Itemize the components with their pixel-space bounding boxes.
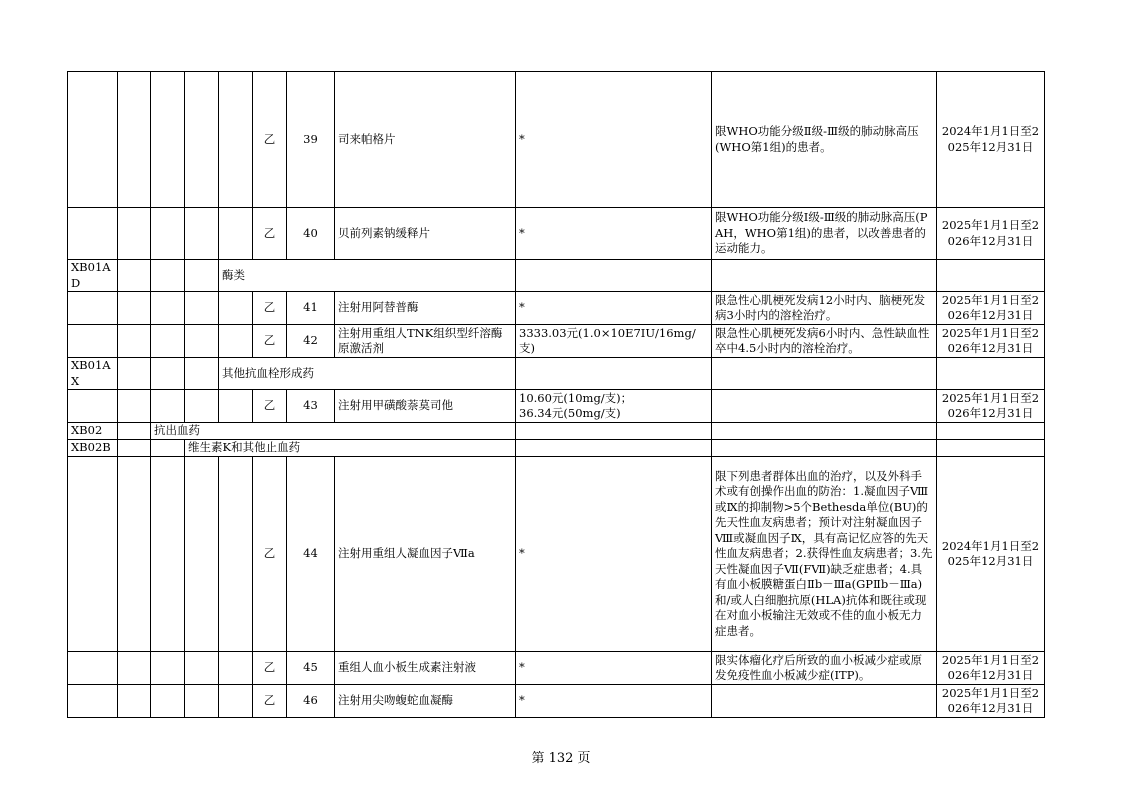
price-cell — [516, 292, 712, 325]
empty-cell — [219, 325, 253, 358]
validity-period-cell: 2024年1月1日至2025年12月31日 — [937, 72, 1045, 208]
empty-cell — [118, 325, 151, 358]
price-cell — [516, 325, 712, 358]
empty-cell — [118, 260, 151, 292]
page-number: 第 132 页 — [531, 751, 591, 766]
category-row — [68, 358, 1045, 390]
empty-cell — [712, 358, 937, 390]
empty-cell — [185, 390, 219, 423]
empty-cell — [151, 652, 185, 685]
limitation-cell — [712, 390, 937, 423]
validity-period-cell: 2025年1月1日至2026年12月31日 — [937, 685, 1045, 718]
validity-period-cell: 2025年1月1日至2026年12月31日 — [937, 325, 1045, 358]
empty-cell — [185, 457, 219, 652]
price-line: * — [519, 546, 525, 561]
empty-cell — [118, 390, 151, 423]
empty-cell — [185, 292, 219, 325]
table-row — [68, 457, 1045, 652]
empty-cell — [712, 440, 937, 457]
price-cell — [516, 685, 712, 718]
number-cell: 43 — [287, 390, 335, 423]
empty-cell — [937, 358, 1045, 390]
category-level-cell: 乙 — [253, 325, 287, 358]
category-row — [68, 440, 1045, 457]
number-cell: 46 — [287, 685, 335, 718]
drug-name-cell: 注射用阿替普酶 — [335, 292, 516, 325]
empty-cell — [68, 325, 118, 358]
limitation-cell: 限实体瘤化疗后所致的血小板减少症或原发免疫性血小板减少症(ITP)。 — [712, 652, 937, 685]
price-cell — [516, 652, 712, 685]
price-line: * — [519, 131, 525, 146]
number-cell: 45 — [287, 652, 335, 685]
category-level-cell: 乙 — [253, 72, 287, 208]
atc-code-cell: XB01AD — [68, 260, 118, 292]
drug-list-table — [67, 71, 1045, 718]
category-level-cell: 乙 — [253, 457, 287, 652]
empty-cell — [185, 685, 219, 718]
empty-cell — [219, 390, 253, 423]
category-name-cell: 酶类 — [219, 260, 516, 292]
empty-cell — [185, 358, 219, 390]
drug-name-cell: 司来帕格片 — [335, 72, 516, 208]
drug-name-cell: 贝前列素钠缓释片 — [335, 208, 516, 260]
price-cell — [516, 208, 712, 260]
number-cell: 41 — [287, 292, 335, 325]
empty-cell — [118, 440, 151, 457]
empty-cell — [516, 260, 712, 292]
number-cell: 42 — [287, 325, 335, 358]
empty-cell — [151, 208, 185, 260]
empty-cell — [118, 423, 151, 440]
empty-cell — [937, 260, 1045, 292]
empty-cell — [118, 652, 151, 685]
category-name-cell: 抗出血药 — [151, 423, 516, 440]
number-cell: 40 — [287, 208, 335, 260]
price-line: 36.34元(50mg/支) — [519, 406, 621, 420]
limitation-cell: 限WHO功能分级Ⅰ级-Ⅲ级的肺动脉高压(PAH，WHO第1组)的患者，以改善患者的运动能力。 — [712, 208, 937, 260]
category-level-cell: 乙 — [253, 292, 287, 325]
category-level-cell: 乙 — [253, 652, 287, 685]
empty-cell — [219, 652, 253, 685]
limitation-cell — [712, 685, 937, 718]
drug-name-cell: 重组人血小板生成素注射液 — [335, 652, 516, 685]
empty-cell — [185, 260, 219, 292]
category-level-cell: 乙 — [253, 390, 287, 423]
empty-cell — [68, 390, 118, 423]
empty-cell — [712, 260, 937, 292]
limitation-cell: 限急性心肌梗死发病6小时内、急性缺血性卒中4.5小时内的溶栓治疗。 — [712, 325, 937, 358]
number-cell: 44 — [287, 457, 335, 652]
price-line: * — [519, 693, 525, 708]
empty-cell — [185, 652, 219, 685]
limitation-cell: 限急性心肌梗死发病12小时内、脑梗死发病3小时内的溶栓治疗。 — [712, 292, 937, 325]
empty-cell — [118, 72, 151, 208]
empty-cell — [516, 440, 712, 457]
price-line: * — [519, 660, 525, 675]
price-line: * — [519, 225, 525, 240]
validity-period-cell: 2025年1月1日至2026年12月31日 — [937, 652, 1045, 685]
drug-name-cell: 注射用甲磺酸萘莫司他 — [335, 390, 516, 423]
table-row — [68, 208, 1045, 260]
category-row — [68, 423, 1045, 440]
validity-period-cell: 2025年1月1日至2026年12月31日 — [937, 390, 1045, 423]
drug-name-cell: 注射用重组人TNK组织型纤溶酶原激活剂 — [335, 325, 516, 358]
empty-cell — [937, 423, 1045, 440]
table-row — [68, 652, 1045, 685]
price-line: 10.60元(10mg/支)； — [519, 390, 633, 405]
validity-period-cell: 2024年1月1日至2025年12月31日 — [937, 457, 1045, 652]
empty-cell — [68, 208, 118, 260]
table-row — [68, 292, 1045, 325]
validity-period-cell: 2025年1月1日至2026年12月31日 — [937, 292, 1045, 325]
empty-cell — [151, 685, 185, 718]
drug-name-cell: 注射用重组人凝血因子Ⅶa — [335, 457, 516, 652]
empty-cell — [219, 208, 253, 260]
empty-cell — [151, 440, 185, 457]
empty-cell — [516, 423, 712, 440]
empty-cell — [712, 423, 937, 440]
empty-cell — [219, 457, 253, 652]
empty-cell — [68, 292, 118, 325]
empty-cell — [118, 358, 151, 390]
empty-cell — [151, 260, 185, 292]
limitation-cell: 限下列患者群体出血的治疗，以及外科手术或有创操作出血的防治：1.凝血因子Ⅷ或Ⅸ的抑制物>5个Bethesda单位(BU)的先天性血友病患者；预计对注射凝血因子Ⅷ或凝血因子Ⅸ，具有高记忆应答的先天性血友病患者；2.获得性血友病患者；3.先天性凝血因子Ⅶ(FⅦ)缺乏症患者；4.具有血小板膜糖蛋白Ⅱb－Ⅲa(GPⅡb－Ⅲa)和/或人白细胞抗原(HLA)抗体和既往或现在对血小板输注无效或不佳的血小板无力症患者。 — [712, 457, 937, 652]
empty-cell — [151, 457, 185, 652]
table-row — [68, 72, 1045, 208]
atc-code-cell: XB02B — [68, 440, 118, 457]
empty-cell — [516, 358, 712, 390]
empty-cell — [937, 440, 1045, 457]
number-cell: 39 — [287, 72, 335, 208]
limitation-cell: 限WHO功能分级Ⅱ级-Ⅲ级的肺动脉高压(WHO第1组)的患者。 — [712, 72, 937, 208]
empty-cell — [185, 72, 219, 208]
empty-cell — [151, 390, 185, 423]
empty-cell — [68, 685, 118, 718]
table-row — [68, 685, 1045, 718]
atc-code-cell: XB01AX — [68, 358, 118, 390]
category-name-cell: 其他抗血栓形成药 — [219, 358, 516, 390]
category-level-cell: 乙 — [253, 208, 287, 260]
price-line: * — [519, 300, 525, 315]
empty-cell — [68, 652, 118, 685]
validity-period-cell: 2025年1月1日至2026年12月31日 — [937, 208, 1045, 260]
empty-cell — [118, 685, 151, 718]
empty-cell — [219, 292, 253, 325]
drug-name-cell: 注射用尖吻蝮蛇血凝酶 — [335, 685, 516, 718]
empty-cell — [68, 72, 118, 208]
price-cell — [516, 72, 712, 208]
empty-cell — [151, 358, 185, 390]
empty-cell — [151, 325, 185, 358]
category-row — [68, 260, 1045, 292]
price-cell — [516, 390, 712, 423]
category-name-cell: 维生素K和其他止血药 — [185, 440, 516, 457]
empty-cell — [118, 292, 151, 325]
empty-cell — [118, 208, 151, 260]
table-row — [68, 390, 1045, 423]
price-cell — [516, 457, 712, 652]
empty-cell — [185, 208, 219, 260]
empty-cell — [151, 72, 185, 208]
empty-cell — [219, 72, 253, 208]
table-row — [68, 325, 1045, 358]
empty-cell — [118, 457, 151, 652]
empty-cell — [68, 457, 118, 652]
empty-cell — [151, 292, 185, 325]
atc-code-cell: XB02 — [68, 423, 118, 440]
empty-cell — [185, 325, 219, 358]
category-level-cell: 乙 — [253, 685, 287, 718]
price-line: 3333.03元(1.0×10E7IU/16mg/支) — [519, 325, 696, 355]
empty-cell — [219, 685, 253, 718]
